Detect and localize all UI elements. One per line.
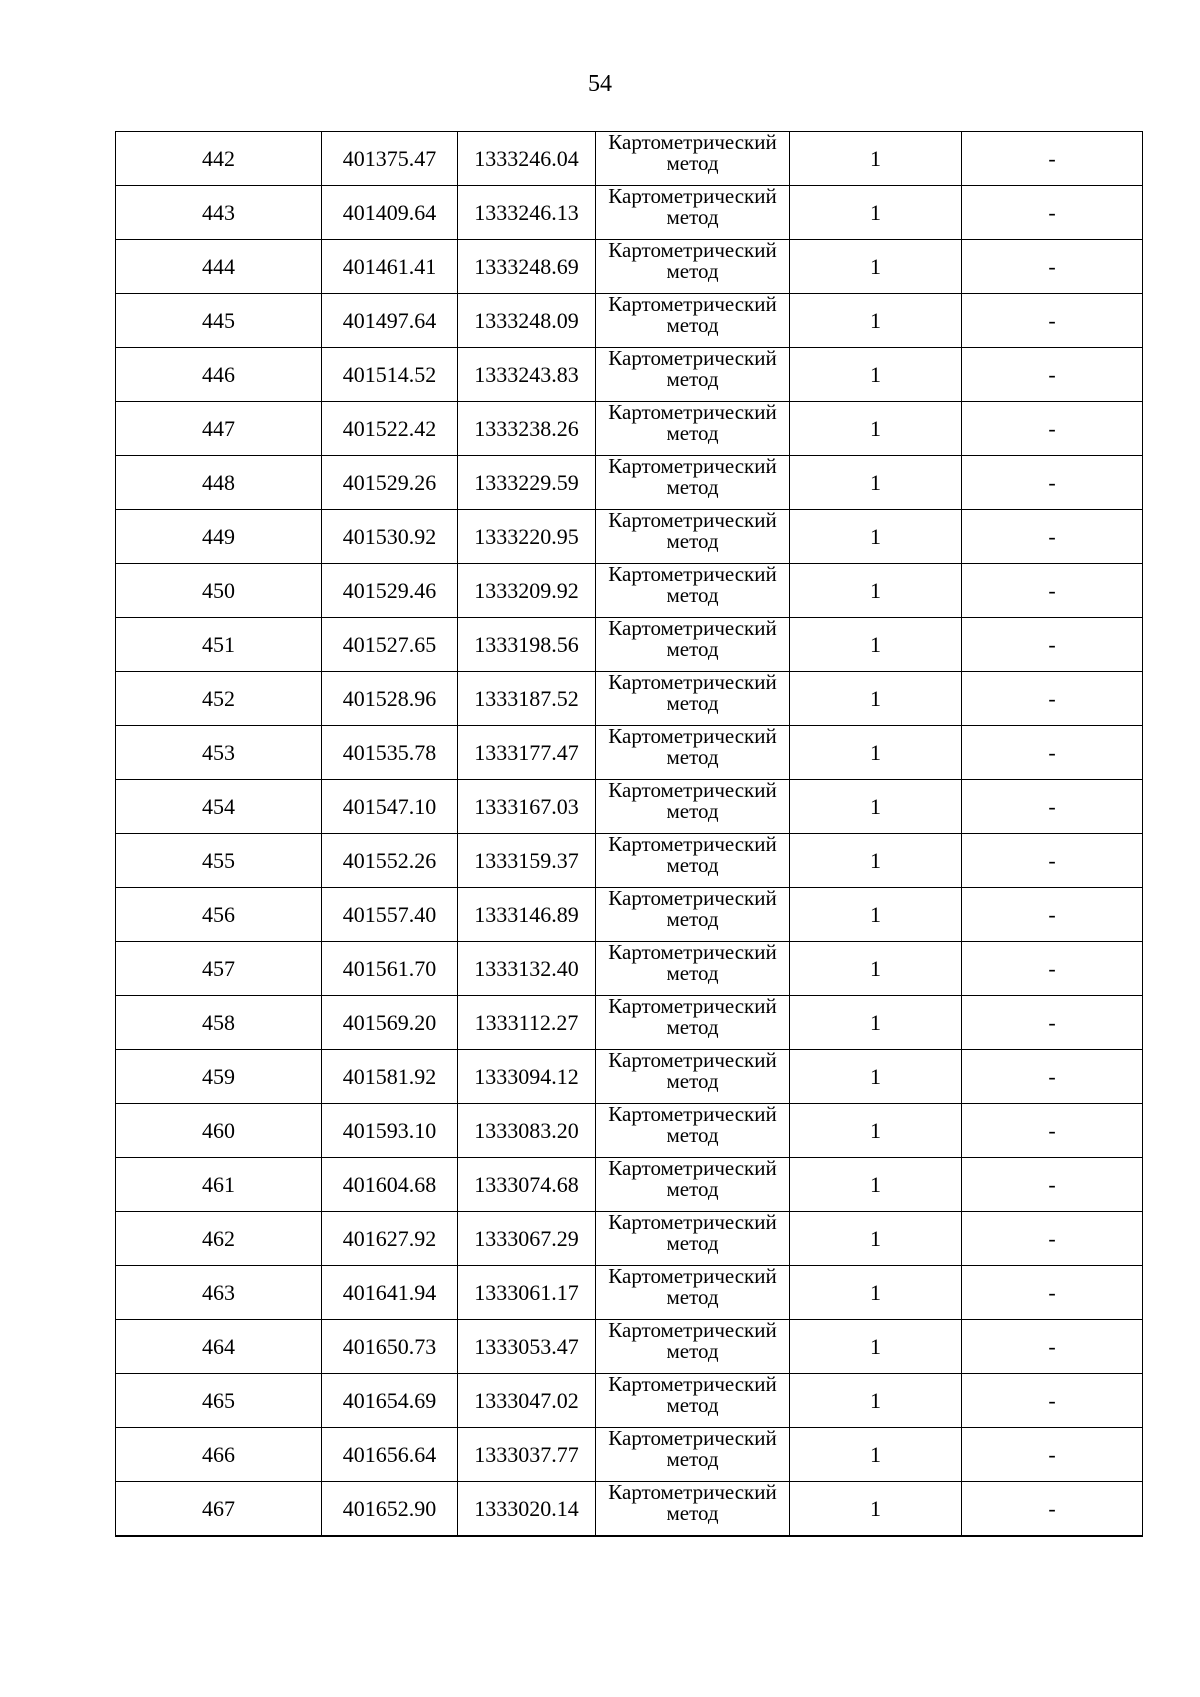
y-coordinate-cell: 1333146.89 [458,888,596,942]
point-number-cell: 455 [116,834,322,888]
method-cell [596,132,790,186]
method-line-2: метод [666,1285,719,1309]
method-line-2: метод [666,691,719,715]
point-number-cell: 442 [116,132,322,186]
method-line-2: метод [666,1501,719,1525]
y-coordinate-cell: 1333067.29 [458,1212,596,1266]
method-line-2: метод [666,259,719,283]
method-cell [596,726,790,780]
description-cell: - [962,402,1143,456]
x-coordinate-cell: 401514.52 [322,348,458,402]
method-cell [596,618,790,672]
x-coordinate-cell: 401535.78 [322,726,458,780]
method-line-1: Картометрический [608,131,777,154]
point-number-cell: 465 [116,1374,322,1428]
method-cell [596,1104,790,1158]
table-row [116,510,1143,564]
point-number-cell: 447 [116,402,322,456]
method-line-1: Картометрический [608,1103,777,1126]
method-line-1: Картометрический [608,239,777,262]
point-number-cell: 461 [116,1158,322,1212]
method-line-2: метод [666,1447,719,1471]
table-row [116,294,1143,348]
table-row [116,618,1143,672]
method-line-2: метод [666,367,719,391]
y-coordinate-cell: 1333248.69 [458,240,596,294]
description-cell: - [962,1050,1143,1104]
x-coordinate-cell: 401593.10 [322,1104,458,1158]
accuracy-cell: 1 [790,1266,962,1320]
x-coordinate-cell: 401522.42 [322,402,458,456]
point-number-cell: 459 [116,1050,322,1104]
accuracy-cell: 1 [790,618,962,672]
x-coordinate-cell: 401604.68 [322,1158,458,1212]
x-coordinate-cell: 401530.92 [322,510,458,564]
description-cell: - [962,1320,1143,1374]
method-line-1: Картометрический [608,185,777,208]
description-cell: - [962,996,1143,1050]
x-coordinate-cell: 401561.70 [322,942,458,996]
y-coordinate-cell: 1333167.03 [458,780,596,834]
accuracy-cell: 1 [790,1050,962,1104]
x-coordinate-cell: 401641.94 [322,1266,458,1320]
method-cell [596,1158,790,1212]
point-number-cell: 446 [116,348,322,402]
page-number: 54 [588,71,612,97]
accuracy-cell: 1 [790,564,962,618]
accuracy-cell: 1 [790,186,962,240]
method-line-1: Картометрический [608,293,777,316]
accuracy-cell: 1 [790,240,962,294]
table-row [116,1374,1143,1428]
method-line-1: Картометрический [608,563,777,586]
x-coordinate-cell: 401552.26 [322,834,458,888]
table-row [116,564,1143,618]
y-coordinate-cell: 1333020.14 [458,1482,596,1537]
y-coordinate-cell: 1333187.52 [458,672,596,726]
method-cell [596,186,790,240]
x-coordinate-cell: 401527.65 [322,618,458,672]
description-cell: - [962,294,1143,348]
accuracy-cell: 1 [790,1374,962,1428]
description-cell: - [962,888,1143,942]
point-number-cell: 453 [116,726,322,780]
coordinates-table [115,131,1143,1537]
method-line-1: Картометрический [608,347,777,370]
description-cell: - [962,1266,1143,1320]
description-cell: - [962,1158,1143,1212]
accuracy-cell: 1 [790,672,962,726]
method-line-1: Картометрический [608,995,777,1018]
method-line-2: метод [666,421,719,445]
method-cell [596,1212,790,1266]
x-coordinate-cell: 401627.92 [322,1212,458,1266]
method-cell [596,402,790,456]
table-row [116,240,1143,294]
x-coordinate-cell: 401528.96 [322,672,458,726]
point-number-cell: 443 [116,186,322,240]
method-cell [596,672,790,726]
accuracy-cell: 1 [790,402,962,456]
y-coordinate-cell: 1333159.37 [458,834,596,888]
table-row [116,1158,1143,1212]
y-coordinate-cell: 1333246.13 [458,186,596,240]
table-row [116,1320,1143,1374]
point-number-cell: 467 [116,1482,322,1537]
description-cell: - [962,132,1143,186]
table-row [116,996,1143,1050]
accuracy-cell: 1 [790,456,962,510]
method-line-1: Картометрический [608,725,777,748]
method-line-1: Картометрический [608,1157,777,1180]
method-cell [596,1266,790,1320]
method-line-2: метод [666,961,719,985]
method-cell [596,1374,790,1428]
accuracy-cell: 1 [790,996,962,1050]
description-cell: - [962,510,1143,564]
x-coordinate-cell: 401497.64 [322,294,458,348]
description-cell: - [962,1482,1143,1537]
table-row [116,402,1143,456]
method-line-1: Картометрический [608,941,777,964]
x-coordinate-cell: 401409.64 [322,186,458,240]
point-number-cell: 466 [116,1428,322,1482]
table-row [116,1428,1143,1482]
point-number-cell: 449 [116,510,322,564]
y-coordinate-cell: 1333083.20 [458,1104,596,1158]
method-line-1: Картометрический [608,455,777,478]
description-cell: - [962,1374,1143,1428]
y-coordinate-cell: 1333198.56 [458,618,596,672]
y-coordinate-cell: 1333047.02 [458,1374,596,1428]
table-row [116,132,1143,186]
x-coordinate-cell: 401581.92 [322,1050,458,1104]
point-number-cell: 462 [116,1212,322,1266]
accuracy-cell: 1 [790,888,962,942]
method-line-1: Картометрический [608,1319,777,1342]
x-coordinate-cell: 401652.90 [322,1482,458,1537]
method-line-1: Картометрический [608,1373,777,1396]
method-line-1: Картометрический [608,779,777,802]
x-coordinate-cell: 401557.40 [322,888,458,942]
accuracy-cell: 1 [790,1320,962,1374]
point-number-cell: 456 [116,888,322,942]
point-number-cell: 448 [116,456,322,510]
method-cell [596,564,790,618]
y-coordinate-cell: 1333220.95 [458,510,596,564]
point-number-cell: 450 [116,564,322,618]
table-row [116,942,1143,996]
point-number-cell: 444 [116,240,322,294]
table-row [116,456,1143,510]
method-cell [596,456,790,510]
y-coordinate-cell: 1333209.92 [458,564,596,618]
x-coordinate-cell: 401461.41 [322,240,458,294]
method-line-2: метод [666,313,719,337]
description-cell: - [962,564,1143,618]
method-cell [596,996,790,1050]
method-line-2: метод [666,907,719,931]
y-coordinate-cell: 1333238.26 [458,402,596,456]
method-line-1: Картометрический [608,1265,777,1288]
point-number-cell: 458 [116,996,322,1050]
y-coordinate-cell: 1333246.04 [458,132,596,186]
method-cell [596,1428,790,1482]
table-row [116,888,1143,942]
description-cell: - [962,348,1143,402]
point-number-cell: 457 [116,942,322,996]
method-line-2: метод [666,637,719,661]
method-cell [596,240,790,294]
accuracy-cell: 1 [790,1158,962,1212]
point-number-cell: 464 [116,1320,322,1374]
y-coordinate-cell: 1333061.17 [458,1266,596,1320]
table-row [116,672,1143,726]
accuracy-cell: 1 [790,132,962,186]
method-line-2: метод [666,1123,719,1147]
description-cell: - [962,1428,1143,1482]
method-line-1: Картометрический [608,671,777,694]
x-coordinate-cell: 401375.47 [322,132,458,186]
accuracy-cell: 1 [790,1428,962,1482]
method-cell [596,780,790,834]
y-coordinate-cell: 1333243.83 [458,348,596,402]
x-coordinate-cell: 401654.69 [322,1374,458,1428]
x-coordinate-cell: 401650.73 [322,1320,458,1374]
description-cell: - [962,1212,1143,1266]
method-line-1: Картометрический [608,509,777,532]
x-coordinate-cell: 401569.20 [322,996,458,1050]
description-cell: - [962,186,1143,240]
table-row [116,1482,1143,1537]
accuracy-cell: 1 [790,942,962,996]
method-line-1: Картометрический [608,1211,777,1234]
accuracy-cell: 1 [790,1212,962,1266]
method-line-2: метод [666,1339,719,1363]
y-coordinate-cell: 1333053.47 [458,1320,596,1374]
table-row [116,1050,1143,1104]
accuracy-cell: 1 [790,1482,962,1537]
x-coordinate-cell: 401656.64 [322,1428,458,1482]
description-cell: - [962,456,1143,510]
y-coordinate-cell: 1333229.59 [458,456,596,510]
point-number-cell: 454 [116,780,322,834]
method-line-1: Картометрический [608,1049,777,1072]
method-line-2: метод [666,1177,719,1201]
description-cell: - [962,780,1143,834]
x-coordinate-cell: 401529.26 [322,456,458,510]
method-cell [596,942,790,996]
description-cell: - [962,618,1143,672]
method-line-1: Картометрический [608,1481,777,1504]
accuracy-cell: 1 [790,294,962,348]
table-row [116,186,1143,240]
y-coordinate-cell: 1333037.77 [458,1428,596,1482]
y-coordinate-cell: 1333132.40 [458,942,596,996]
method-cell [596,510,790,564]
accuracy-cell: 1 [790,1104,962,1158]
table-row [116,1104,1143,1158]
method-line-1: Картометрический [608,833,777,856]
accuracy-cell: 1 [790,726,962,780]
point-number-cell: 460 [116,1104,322,1158]
method-line-2: метод [666,529,719,553]
method-line-1: Картометрический [608,617,777,640]
method-line-2: метод [666,151,719,175]
y-coordinate-cell: 1333094.12 [458,1050,596,1104]
description-cell: - [962,240,1143,294]
y-coordinate-cell: 1333177.47 [458,726,596,780]
method-line-2: метод [666,1015,719,1039]
method-line-2: метод [666,1069,719,1093]
table-row [116,834,1143,888]
method-line-2: метод [666,205,719,229]
method-line-1: Картометрический [608,401,777,424]
point-number-cell: 463 [116,1266,322,1320]
method-line-2: метод [666,475,719,499]
description-cell: - [962,726,1143,780]
table-row [116,1212,1143,1266]
accuracy-cell: 1 [790,780,962,834]
method-line-2: метод [666,799,719,823]
method-line-2: метод [666,1231,719,1255]
method-cell [596,888,790,942]
table-row [116,348,1143,402]
method-line-2: метод [666,745,719,769]
method-cell [596,1482,790,1537]
method-cell [596,348,790,402]
y-coordinate-cell: 1333248.09 [458,294,596,348]
method-cell [596,834,790,888]
y-coordinate-cell: 1333074.68 [458,1158,596,1212]
method-line-1: Картометрический [608,887,777,910]
point-number-cell: 445 [116,294,322,348]
method-line-2: метод [666,1393,719,1417]
method-line-1: Картометрический [608,1427,777,1450]
description-cell: - [962,672,1143,726]
method-cell [596,1320,790,1374]
accuracy-cell: 1 [790,834,962,888]
method-line-2: метод [666,853,719,877]
description-cell: - [962,942,1143,996]
coordinates-table-body [116,132,1143,1537]
accuracy-cell: 1 [790,348,962,402]
table-row [116,780,1143,834]
x-coordinate-cell: 401529.46 [322,564,458,618]
accuracy-cell: 1 [790,510,962,564]
point-number-cell: 452 [116,672,322,726]
table-row [116,1266,1143,1320]
x-coordinate-cell: 401547.10 [322,780,458,834]
table-row [116,726,1143,780]
method-cell [596,1050,790,1104]
description-cell: - [962,834,1143,888]
method-line-2: метод [666,583,719,607]
y-coordinate-cell: 1333112.27 [458,996,596,1050]
point-number-cell: 451 [116,618,322,672]
method-cell [596,294,790,348]
description-cell: - [962,1104,1143,1158]
